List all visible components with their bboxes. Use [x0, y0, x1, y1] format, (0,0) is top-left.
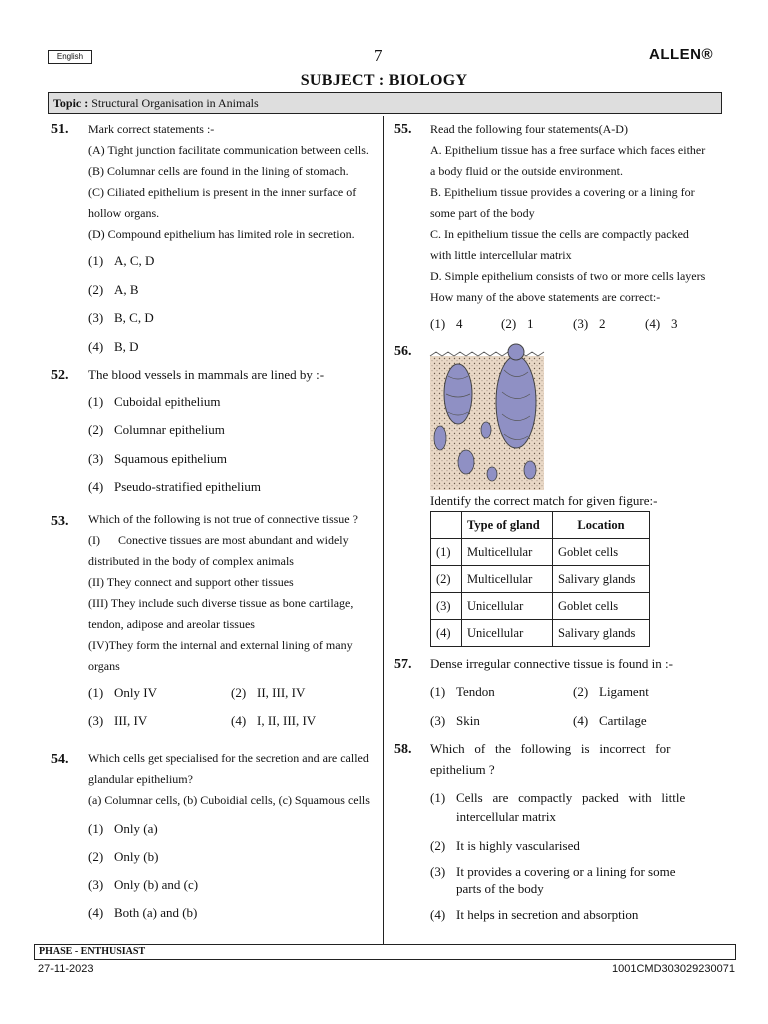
question-stem: Which cells get specialised for the secretion and are called [88, 751, 369, 765]
table-row[interactable] [431, 539, 650, 566]
table-row[interactable] [431, 620, 650, 647]
statement: How many of the above statements are correct:- [430, 290, 661, 304]
statement: (A) Tight junction facilitate communication between cells. [88, 143, 369, 157]
option-number: (1) [88, 685, 104, 700]
question-51 [88, 119, 378, 245]
glandular-epithelium-illustration [428, 342, 548, 492]
option-text: Squamous epithelium [114, 451, 228, 466]
option[interactable] [231, 713, 316, 729]
option-number: (1) [88, 253, 104, 268]
question-stem: Which of the following is incorrect for [430, 741, 671, 756]
option[interactable] [88, 422, 225, 438]
statement: (IV)They form the internal and external lining of many [88, 638, 353, 652]
option[interactable] [88, 905, 197, 921]
option[interactable] [88, 713, 147, 729]
option-text: Only (b) [114, 849, 159, 864]
option[interactable] [430, 864, 676, 880]
option-number: (4) [231, 713, 247, 728]
row-number: (2) [431, 566, 462, 593]
option-number: (1) [88, 394, 104, 409]
option-text: Cartilage [599, 713, 647, 728]
statement: D. Simple epithelium consists of two or more cells layers [430, 269, 706, 283]
question-number: 55. [394, 122, 412, 137]
option-number: (4) [573, 713, 589, 728]
option-number: (4) [88, 479, 104, 494]
statement: B. Epithelium tissue provides a covering or a lining for [430, 185, 695, 199]
option-number: (1) [430, 790, 446, 805]
question-55 [430, 119, 718, 308]
option-text: Skin [456, 713, 480, 728]
question-stem: glandular epithelium? [88, 772, 193, 786]
question-53 [88, 509, 378, 677]
option-text: Both (a) and (b) [114, 905, 198, 920]
table-cell: Unicellular [462, 593, 553, 620]
table-header-row [431, 512, 650, 539]
option-number: (2) [430, 838, 446, 853]
column-divider [383, 116, 384, 944]
option-number: (3) [88, 451, 104, 466]
option-text: III, IV [114, 713, 148, 728]
option-text: It helps in secretion and absorption [456, 907, 639, 922]
statement: organs [88, 659, 120, 673]
table-header: Location [553, 512, 650, 539]
row-number: (4) [431, 620, 462, 647]
option-text: B, D [114, 339, 139, 354]
option-text: Cuboidal epithelium [114, 394, 221, 409]
option-number: (3) [88, 310, 104, 325]
statement: A. Epithelium tissue has a free surface which faces either [430, 143, 706, 157]
option-text: It is highly vascularised [456, 838, 580, 853]
option-text: Ligament [599, 684, 649, 699]
table-header: Type of gland [462, 512, 553, 539]
option-text: 4 [456, 316, 463, 331]
statement: (III) They include such diverse tissue as bone cartilage, [88, 596, 354, 610]
option-number: (2) [501, 316, 517, 331]
option-text: It provides a covering or a lining for some [456, 864, 676, 879]
option[interactable] [88, 253, 154, 269]
option[interactable] [430, 907, 638, 923]
option-number: (1) [430, 684, 446, 699]
option[interactable] [88, 821, 158, 837]
statement: (D) Compound epithelium has limited role in secretion. [88, 227, 355, 241]
option-text-continued: intercellular matrix [456, 809, 556, 824]
table-cell: Goblet cells [553, 593, 650, 620]
option[interactable] [88, 685, 157, 701]
option-number: (2) [231, 685, 247, 700]
option-text: B, C, D [114, 310, 154, 325]
option-number: (3) [430, 864, 446, 879]
question-number: 52. [51, 368, 69, 383]
option-text: Only IV [114, 685, 157, 700]
option[interactable] [430, 316, 463, 332]
option-text: 2 [599, 316, 606, 331]
option[interactable] [430, 838, 580, 854]
statement: (C) Ciliated epithelium is present in the inner surface of [88, 185, 357, 199]
row-number: (3) [431, 593, 462, 620]
option[interactable] [430, 790, 685, 806]
option[interactable] [88, 394, 221, 410]
statement: some part of the body [430, 206, 535, 220]
option-number: (2) [573, 684, 589, 699]
option-number: (4) [430, 907, 446, 922]
option[interactable] [501, 316, 534, 332]
subject-title: SUBJECT : BIOLOGY [300, 72, 468, 89]
option[interactable] [645, 316, 678, 332]
question-54 [88, 748, 380, 811]
question-stem: (a) Columnar cells, (b) Cuboidial cells, (c) Squamous cells [88, 793, 370, 807]
option-text: Cells are compactly packed with little [456, 790, 686, 805]
question-stem: Which of the following is not true of connective tissue ? [88, 512, 358, 526]
option[interactable] [88, 310, 154, 326]
question-number: 56. [394, 344, 412, 359]
phase-bar: PHASE - ENTHUSIAST [34, 944, 736, 960]
option[interactable] [573, 684, 649, 700]
option-number: (4) [645, 316, 661, 331]
option-text: Only (b) and (c) [114, 877, 199, 892]
option-text: I, II, III, IV [257, 713, 317, 728]
statement: (B) Columnar cells are found in the lining of stomach. [88, 164, 349, 178]
option-number: (3) [573, 316, 589, 331]
option-number: (2) [88, 282, 104, 297]
option-text: 1 [527, 316, 534, 331]
gland-table [430, 511, 650, 647]
option-text: II, III, IV [257, 685, 306, 700]
option-text: Only (a) [114, 821, 158, 836]
option-number: (4) [88, 905, 104, 920]
table-header-num [431, 512, 462, 539]
statement: (I) Conective tissues are most abundant and widely [88, 533, 349, 547]
question-stem: Mark correct statements :- [88, 122, 215, 136]
option-number: (1) [430, 316, 446, 331]
topic-label: Topic : [53, 96, 89, 110]
option-text: A, C, D [114, 253, 155, 268]
statement: (II) They connect and support other tissues [88, 575, 294, 589]
table-row[interactable] [431, 566, 650, 593]
option[interactable] [430, 713, 480, 729]
option[interactable] [88, 479, 261, 495]
exam-date: 27-11-2023 [38, 963, 94, 975]
option[interactable] [88, 451, 227, 467]
table-cell: Multicellular [462, 539, 553, 566]
question-number: 57. [394, 657, 412, 672]
statement: C. In epithelium tissue the cells are compactly packed [430, 227, 689, 241]
option-text: 3 [671, 316, 678, 331]
topic-value: Structural Organisation in Animals [91, 96, 259, 110]
statement: with little intercellular matrix [430, 248, 572, 262]
question-number: 53. [51, 514, 69, 529]
option-number: (1) [88, 821, 104, 836]
question-stem: epithelium ? [430, 762, 495, 777]
table-row[interactable] [431, 593, 650, 620]
option[interactable] [88, 877, 198, 893]
option[interactable] [430, 684, 495, 700]
question-stem: Identify the correct match for given figure:- [430, 493, 658, 508]
question-stem: Dense irregular connective tissue is found in :- [430, 656, 673, 671]
question-stem: Read the following four statements(A-D) [430, 122, 628, 136]
option-number: (3) [88, 713, 104, 728]
option-text: Pseudo-stratified epithelium [114, 479, 261, 494]
table-cell: Goblet cells [553, 539, 650, 566]
option[interactable] [573, 316, 606, 332]
option-number: (3) [430, 713, 446, 728]
option-number: (4) [88, 339, 104, 354]
table-cell: Salivary glands [553, 566, 650, 593]
question-number: 51. [51, 122, 69, 137]
option-text: Tendon [456, 684, 495, 699]
topic-bar [48, 92, 722, 114]
table-cell: Multicellular [462, 566, 553, 593]
option-text-continued: parts of the body [456, 881, 544, 896]
option[interactable] [88, 282, 139, 298]
option[interactable] [231, 685, 305, 701]
option-text: Columnar epithelium [114, 422, 225, 437]
statement: distributed in the body of complex animals [88, 554, 294, 568]
language-badge: English [48, 50, 92, 64]
paper-code: 1001CMD303029230071 [612, 963, 735, 975]
question-number: 54. [51, 752, 69, 767]
option-number: (2) [88, 849, 104, 864]
option[interactable] [573, 713, 647, 729]
statement: a body fluid or the outside environment. [430, 164, 623, 178]
option[interactable] [88, 339, 139, 355]
table-cell: Unicellular [462, 620, 553, 647]
statement: tendon, adipose and areolar tissues [88, 617, 255, 631]
option[interactable] [88, 849, 158, 865]
question-number: 58. [394, 742, 412, 757]
statement: hollow organs. [88, 206, 160, 220]
row-number: (1) [431, 539, 462, 566]
brand-logo: ALLEN® [649, 46, 714, 63]
option-number: (2) [88, 422, 104, 437]
page-number: 7 [374, 46, 383, 65]
table-cell: Salivary glands [553, 620, 650, 647]
option-number: (3) [88, 877, 104, 892]
option-text: A, B [114, 282, 139, 297]
question-stem: The blood vessels in mammals are lined by :- [88, 367, 325, 382]
